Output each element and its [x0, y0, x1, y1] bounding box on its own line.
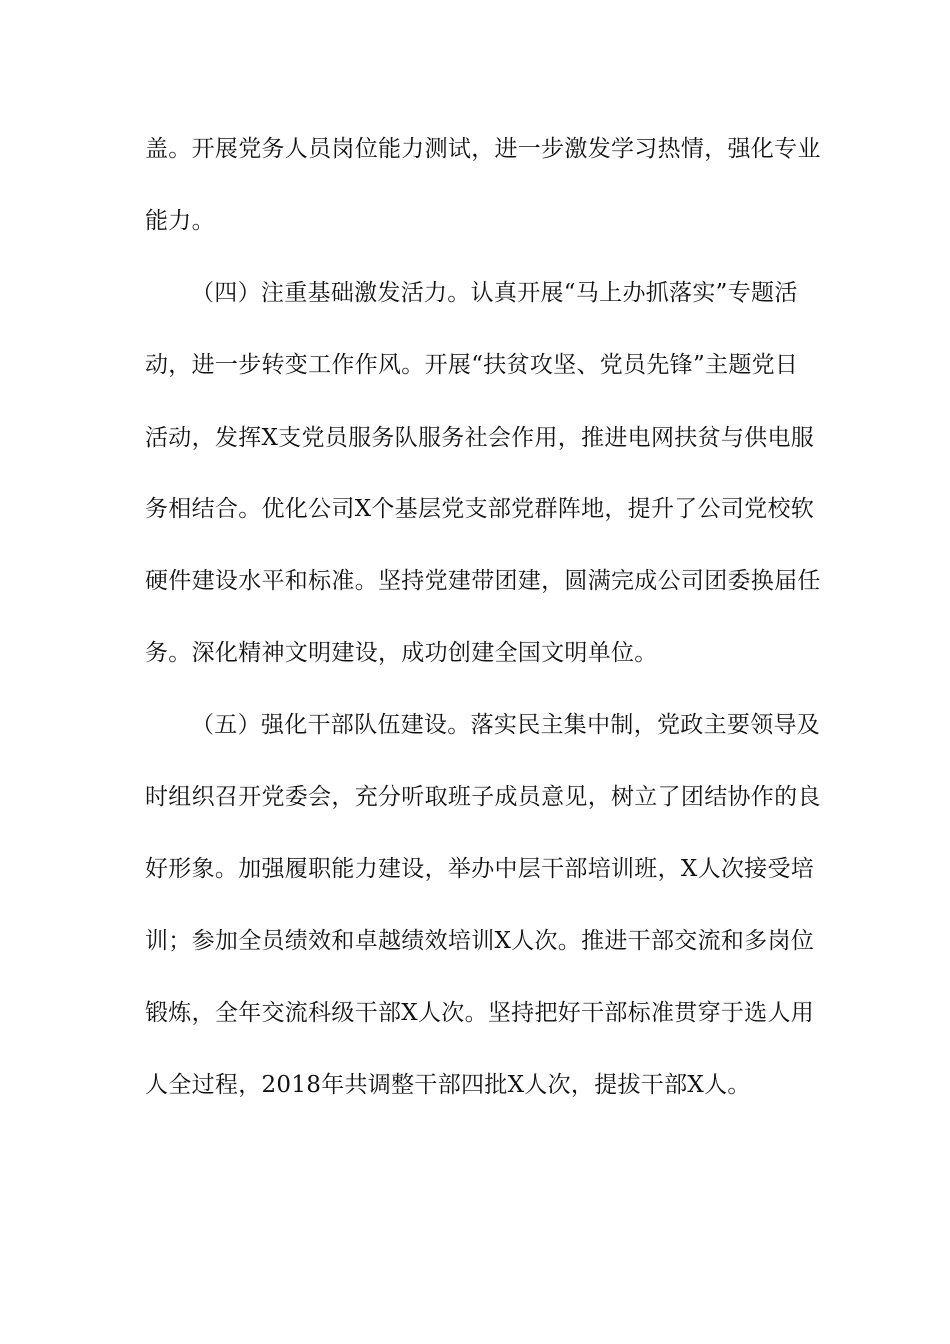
text-line: 训；参加全员绩效和卓越绩效培训X人次。推进干部交流和多岗位 — [145, 928, 815, 954]
text-line: 锻炼，全年交流科级干部X人次。坚持把好干部标准贯穿于选人用 — [145, 1000, 815, 1026]
text-line: 盖。开展党务人员岗位能力测试，进一步激发学习热情，强化专业 — [145, 136, 821, 162]
section-five-heading-line: （五）强化干部队伍建设。落实民主集中制，党政主要领导及 — [191, 712, 821, 738]
text-line: 人全过程，2018年共调整干部四批X人次，提拔干部X人。 — [145, 1072, 751, 1098]
text-line: 时组织召开党委会，充分听取班子成员意见，树立了团结协作的良 — [145, 784, 821, 810]
text-line: 动，进一步转变工作作风。开展“扶贫攻坚、党员先锋”主题党日 — [145, 352, 799, 378]
text-line: 能力。 — [145, 208, 215, 234]
text-line: 务。深化精神文明建设，成功创建全国文明单位。 — [145, 640, 658, 666]
text-line: 活动，发挥X支党员服务队服务社会作用，推进电网扶贫与供电服 — [145, 425, 815, 451]
section-four-heading-line: （四）注重基础激发活力。认真开展“马上办抓落实”专题活 — [191, 280, 798, 306]
text-line: 硬件建设水平和标准。坚持党建带团建，圆满完成公司团委换届任 — [145, 568, 821, 594]
text-line: 好形象。加强履职能力建设，举办中层干部培训班，X人次接受培 — [145, 856, 815, 882]
text-line: 务相结合。优化公司X个基层党支部党群阵地，提升了公司党校软 — [145, 496, 815, 522]
